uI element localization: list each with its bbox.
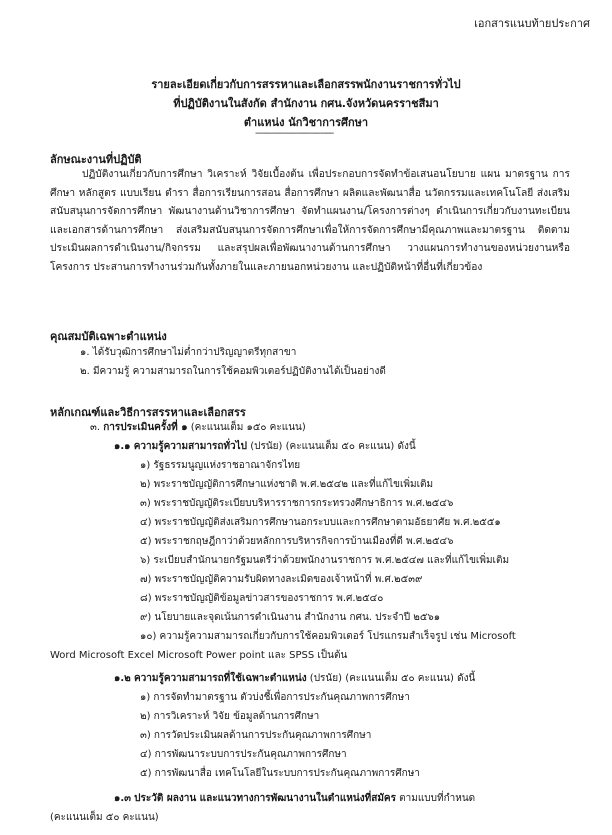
- subsection-title: ความรู้ความสามารถทั่วไป: [133, 441, 248, 452]
- subsection-1-3-score: (คะแนนเต็ม ๕๐ คะแนน): [50, 812, 159, 823]
- subject-item: ๒) พระราชบัญญัติการศึกษาแห่งชาติ พ.ศ.๒๕๔๒ และที่แก้ไขเพิ่มเติม: [140, 479, 434, 490]
- subsection-title: ประวัติ ผลงาน และแนวทางการพัฒนางานในตำแหน่งที่สมัคร: [134, 793, 396, 804]
- subsection-1-2: [114, 671, 475, 686]
- annex-label: เอกสารแนบท้ายประกาศ: [474, 17, 590, 30]
- subject-item: ๑) การจัดทำมาตรฐาน ตัวบ่งชี้เพื่อการประกันคุณภาพการศึกษา: [140, 692, 410, 703]
- subject-item: ๓) การวัดประเมินผลด้านการประกันคุณภาพการศึกษา: [140, 730, 372, 741]
- job-description-text: ปฏิบัติงานเกี่ยวกับการศึกษา วิเคราะห์ วิจัยเบื้องต้น เพื่อประกอบการจัดทำข้อเสนอนโยบาย แผน มาตรฐาน การศึกษา หลักสูตร แบบเรียน ตำรา สื่อการเรียนการสอน สื่อการศึกษา ผลิตและพัฒนาสื่อ นวัตกรรมและเทคโนโลยี ส่งเสริมสนับสนุนการจัดการศึกษา พัฒนางานด้านวิชาการศึกษา จัดทำแผนงาน/โครงการต่างๆ ดำเนินการเกี่ยวกับงานทะเบียนและเอกสารด้านการศึกษา ส่งเสริมสนับสนุนการจัดการศึกษาเพื่อให้การจัดการศึกษามีคุณภาพและมาตรฐาน ติดตาม ประเมินผลการดำเนินงาน/กิจกรรม และสรุปผลเพื่อพัฒนางานด้านการศึกษา วางแผนการทำงานของหน่วยงานหรือโครงการ ประสานการทำงานร่วมกันทั้งภายในและภายนอกหน่วยงาน และปฏิบัติหน้าที่อื่นที่เกี่ยวข้อง: [50, 169, 570, 273]
- subject-item: ๗) พระราชบัญญัติความรับผิดทางละเมิดของเจ้าหน้าที่ พ.ศ.๒๕๓๙: [140, 574, 423, 585]
- subsection-number: ๑.๓: [114, 793, 131, 804]
- subsection-1-1: [114, 439, 416, 454]
- subject-item: ๓) พระราชบัญญัติระเบียบบริหารราชการกระทรวงศึกษาธิการ พ.ศ.๒๕๔๖: [140, 498, 454, 509]
- section-criteria-heading: หลักเกณฑ์และวิธีการสรรหาและเลือกสรร: [50, 406, 246, 419]
- subsection-score: (ปรนัย) (คะแนนเต็ม ๕๐ คะแนน) ดังนี้: [247, 441, 416, 452]
- subject-item: ๖) ระเบียบสำนักนายกรัฐมนตรีว่าด้วยพนักงานราชการ พ.ศ.๒๕๔๗ และที่แก้ไขเพิ่มเติม: [140, 555, 510, 566]
- subject-item: ๑๐) ความรู้ความสามารถเกี่ยวกับการใช้คอมพิวเตอร์ โปรแกรมสำเร็จรูป เช่น Microsoft: [140, 631, 516, 642]
- qualification-item: ๒. มีความรู้ ความสามารถในการใช้คอมพิวเตอร์ปฏิบัติงานได้เป็นอย่างดี: [80, 366, 386, 377]
- subject-item: ๘) พระราชบัญญัติข้อมูลข่าวสารของราชการ พ.ศ.๒๕๔๐: [140, 593, 384, 604]
- subject-item: ๕) พระราชกฤษฎีกาว่าด้วยหลักการบริหารกิจการบ้านเมืองที่ดี พ.ศ.๒๕๔๖: [140, 536, 454, 547]
- subsection-score: (ปรนัย) (คะแนนเต็ม ๕๐ คะแนน) ดังนี้: [306, 673, 476, 684]
- subject-item: ๑) รัฐธรรมนูญแห่งราชอาณาจักรไทย: [140, 460, 301, 471]
- evaluation-round-1: [90, 420, 306, 435]
- round-number: ๓.: [90, 422, 101, 433]
- round-score: (คะแนนเต็ม ๑๕๐ คะแนน): [187, 422, 306, 433]
- subsection-1-3: [114, 791, 475, 806]
- subsection-format: ตามแบบที่กำหนด: [395, 793, 476, 804]
- section-qualifications-heading: คุณสมบัติเฉพาะตำแหน่ง: [50, 330, 167, 343]
- subsection-number: ๑.๑: [114, 441, 131, 452]
- round-title: การประเมินครั้งที่ ๑: [103, 422, 188, 433]
- subject-item: ๒) การวิเคราะห์ วิจัย ข้อมูลด้านการศึกษา: [140, 711, 320, 722]
- subject-item-continuation: Word Microsoft Excel Microsoft Power point และ SPSS เป็นต้น: [50, 650, 348, 661]
- subject-item: ๔) พระราชบัญญัติส่งเสริมการศึกษานอกระบบและการศึกษาตามอัธยาศัย พ.ศ.๒๕๕๑: [140, 517, 501, 528]
- subject-item: ๙) นโยบายและจุดเน้นการดำเนินงาน สำนักงาน กศน. ประจำปี ๒๕๖๑: [140, 612, 441, 623]
- job-description-paragraph: [50, 166, 570, 278]
- document-title-line-3: ตำแหน่ง นักวิชาการศึกษา: [243, 116, 369, 129]
- section-job-description-heading: ลักษณะงานที่ปฏิบัติ: [50, 153, 142, 166]
- subject-item: ๕) การพัฒนาสื่อ เทคโนโลยีในระบบการประกันคุณภาพการศึกษา: [140, 768, 420, 779]
- subsection-number: ๑.๒: [114, 673, 131, 684]
- qualification-item: ๑. ได้รับวุฒิการศึกษาไม่ต่ำกว่าปริญญาตรีทุกสาขา: [80, 347, 297, 358]
- subsection-title: ความรู้ความสามารถที่ใช้เฉพาะตำแหน่ง: [133, 673, 307, 684]
- document-title-line-1: รายละเอียดเกี่ยวกับการสรรหาและเลือกสรรพนักงานราชการทั่วไป: [151, 78, 461, 91]
- document-title-line-2: ที่ปฏิบัติงานในสังกัด สำนักงาน กศน.จังหวัดนครราชสีมา: [173, 97, 439, 110]
- title-divider: ------------------------------: [255, 128, 334, 139]
- subject-item: ๔) การพัฒนาระบบการประกันคุณภาพการศึกษา: [140, 749, 347, 760]
